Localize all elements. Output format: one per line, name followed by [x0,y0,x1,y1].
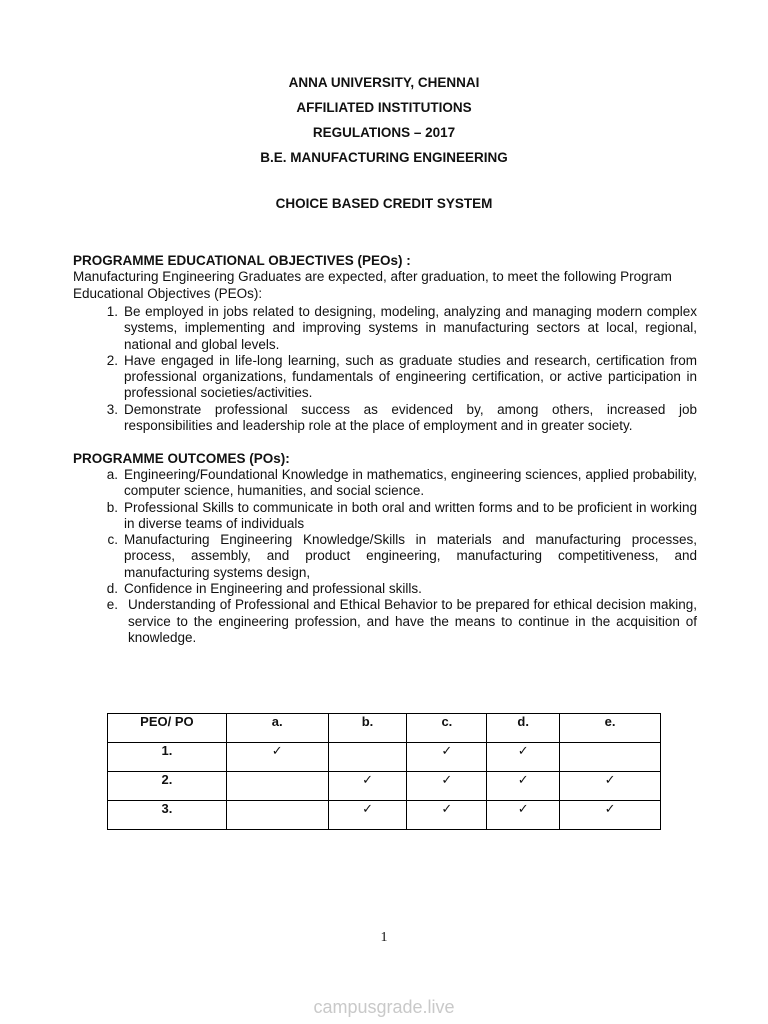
list-text: Be employed in jobs related to designing, modeling, analyzing and managing modern complex systems, implementing and improving systems in manufacturing sectors at local, regional, national and global levels. [124,304,697,352]
programme-name: B.E. MANUFACTURING ENGINEERING [260,150,508,165]
checkmark-cell: ✓ [226,743,328,772]
checkmark-cell: ✓ [328,772,407,801]
table-header-cell: c. [407,714,487,743]
list-text: Understanding of Professional and Ethical Behavior to be prepared for ethical decision making, service to the engineering profession, and have the means to continue in the acquisition of knowledge. [128,597,697,645]
checkmark-cell: ✓ [407,772,487,801]
list-item [73,353,697,402]
list-item [73,581,697,597]
checkmark-cell: ✓ [560,772,661,801]
table-header-cell: b. [328,714,407,743]
university-name: ANNA UNIVERSITY, CHENNAI [288,75,480,90]
list-text: Demonstrate professional success as evidenced by, among others, increased job responsibilities and leadership role at the place of employment and in greater society. [124,401,697,434]
checkmark-cell: ✓ [407,743,487,772]
checkmark-cell [560,743,661,772]
checkmark-cell [328,743,407,772]
list-text: Confidence in Engineering and professional skills. [124,581,422,597]
list-marker: e. [106,597,118,613]
checkmark-cell [226,772,328,801]
document-header [0,70,768,170]
table-header-row [108,714,661,743]
list-item [73,597,697,646]
table-cell: 3. [108,801,227,830]
checkmark-cell: ✓ [407,801,487,830]
table-row [108,772,661,801]
po-list [73,467,697,646]
regulations-line: REGULATIONS – 2017 [312,125,456,140]
table-row [108,801,661,830]
list-marker: c. [107,532,118,548]
peo-section-title: PROGRAMME EDUCATIONAL OBJECTIVES (PEOs) : [73,253,411,268]
list-text: Professional Skills to communicate in both oral and written forms and to be proficient in working in diverse teams of individuals [124,499,697,531]
table-row [108,743,661,772]
list-item [73,500,697,533]
po-section-title: PROGRAMME OUTCOMES (POs): [73,451,290,466]
table-header-cell: PEO/ PO [108,714,227,743]
watermark: campusgrade.live [313,997,455,1017]
list-item [73,402,697,435]
page-number: 1 [380,930,388,945]
table-header-cell: d. [487,714,560,743]
list-text: Manufacturing Engineering Knowledge/Skills in materials and manufacturing processes, process, assembly, and product engineering, manufacturing competitiveness, and manufacturing systems design, [124,532,697,580]
list-text: Engineering/Foundational Knowledge in mathematics, engineering sciences, applied probability, computer science, humanities, and social science. [124,467,697,499]
checkmark-cell: ✓ [560,801,661,830]
table-cell: 1. [108,743,227,772]
institutions-line: AFFILIATED INSTITUTIONS [296,100,472,115]
list-item [73,532,697,581]
list-item [73,467,697,500]
peo-intro: Manufacturing Engineering Graduates are expected, after graduation, to meet the following Program Educational Objectives (PEOs): [73,269,672,301]
checkmark-cell: ✓ [487,772,560,801]
table-cell: 2. [108,772,227,801]
list-marker: a. [106,467,118,482]
list-marker: 2. [106,352,118,368]
table-header-cell: a. [226,714,328,743]
peo-po-mapping-table [107,713,661,830]
checkmark-cell: ✓ [328,801,407,830]
checkmark-cell [226,801,328,830]
table-header-cell: e. [560,714,661,743]
checkmark-cell: ✓ [487,801,560,830]
list-marker: d. [106,581,118,597]
list-marker: b. [106,499,118,515]
list-item [73,304,697,353]
checkmark-cell: ✓ [487,743,560,772]
list-marker: 1. [106,304,118,319]
list-marker: 3. [106,401,118,417]
list-text: Have engaged in life-long learning, such as graduate studies and research, certification from professional organizations, fundamentals of engineering certification, or active participation in professional societies/activities. [124,352,697,401]
peo-list [73,304,697,434]
credit-system-title: CHOICE BASED CREDIT SYSTEM [275,196,493,211]
